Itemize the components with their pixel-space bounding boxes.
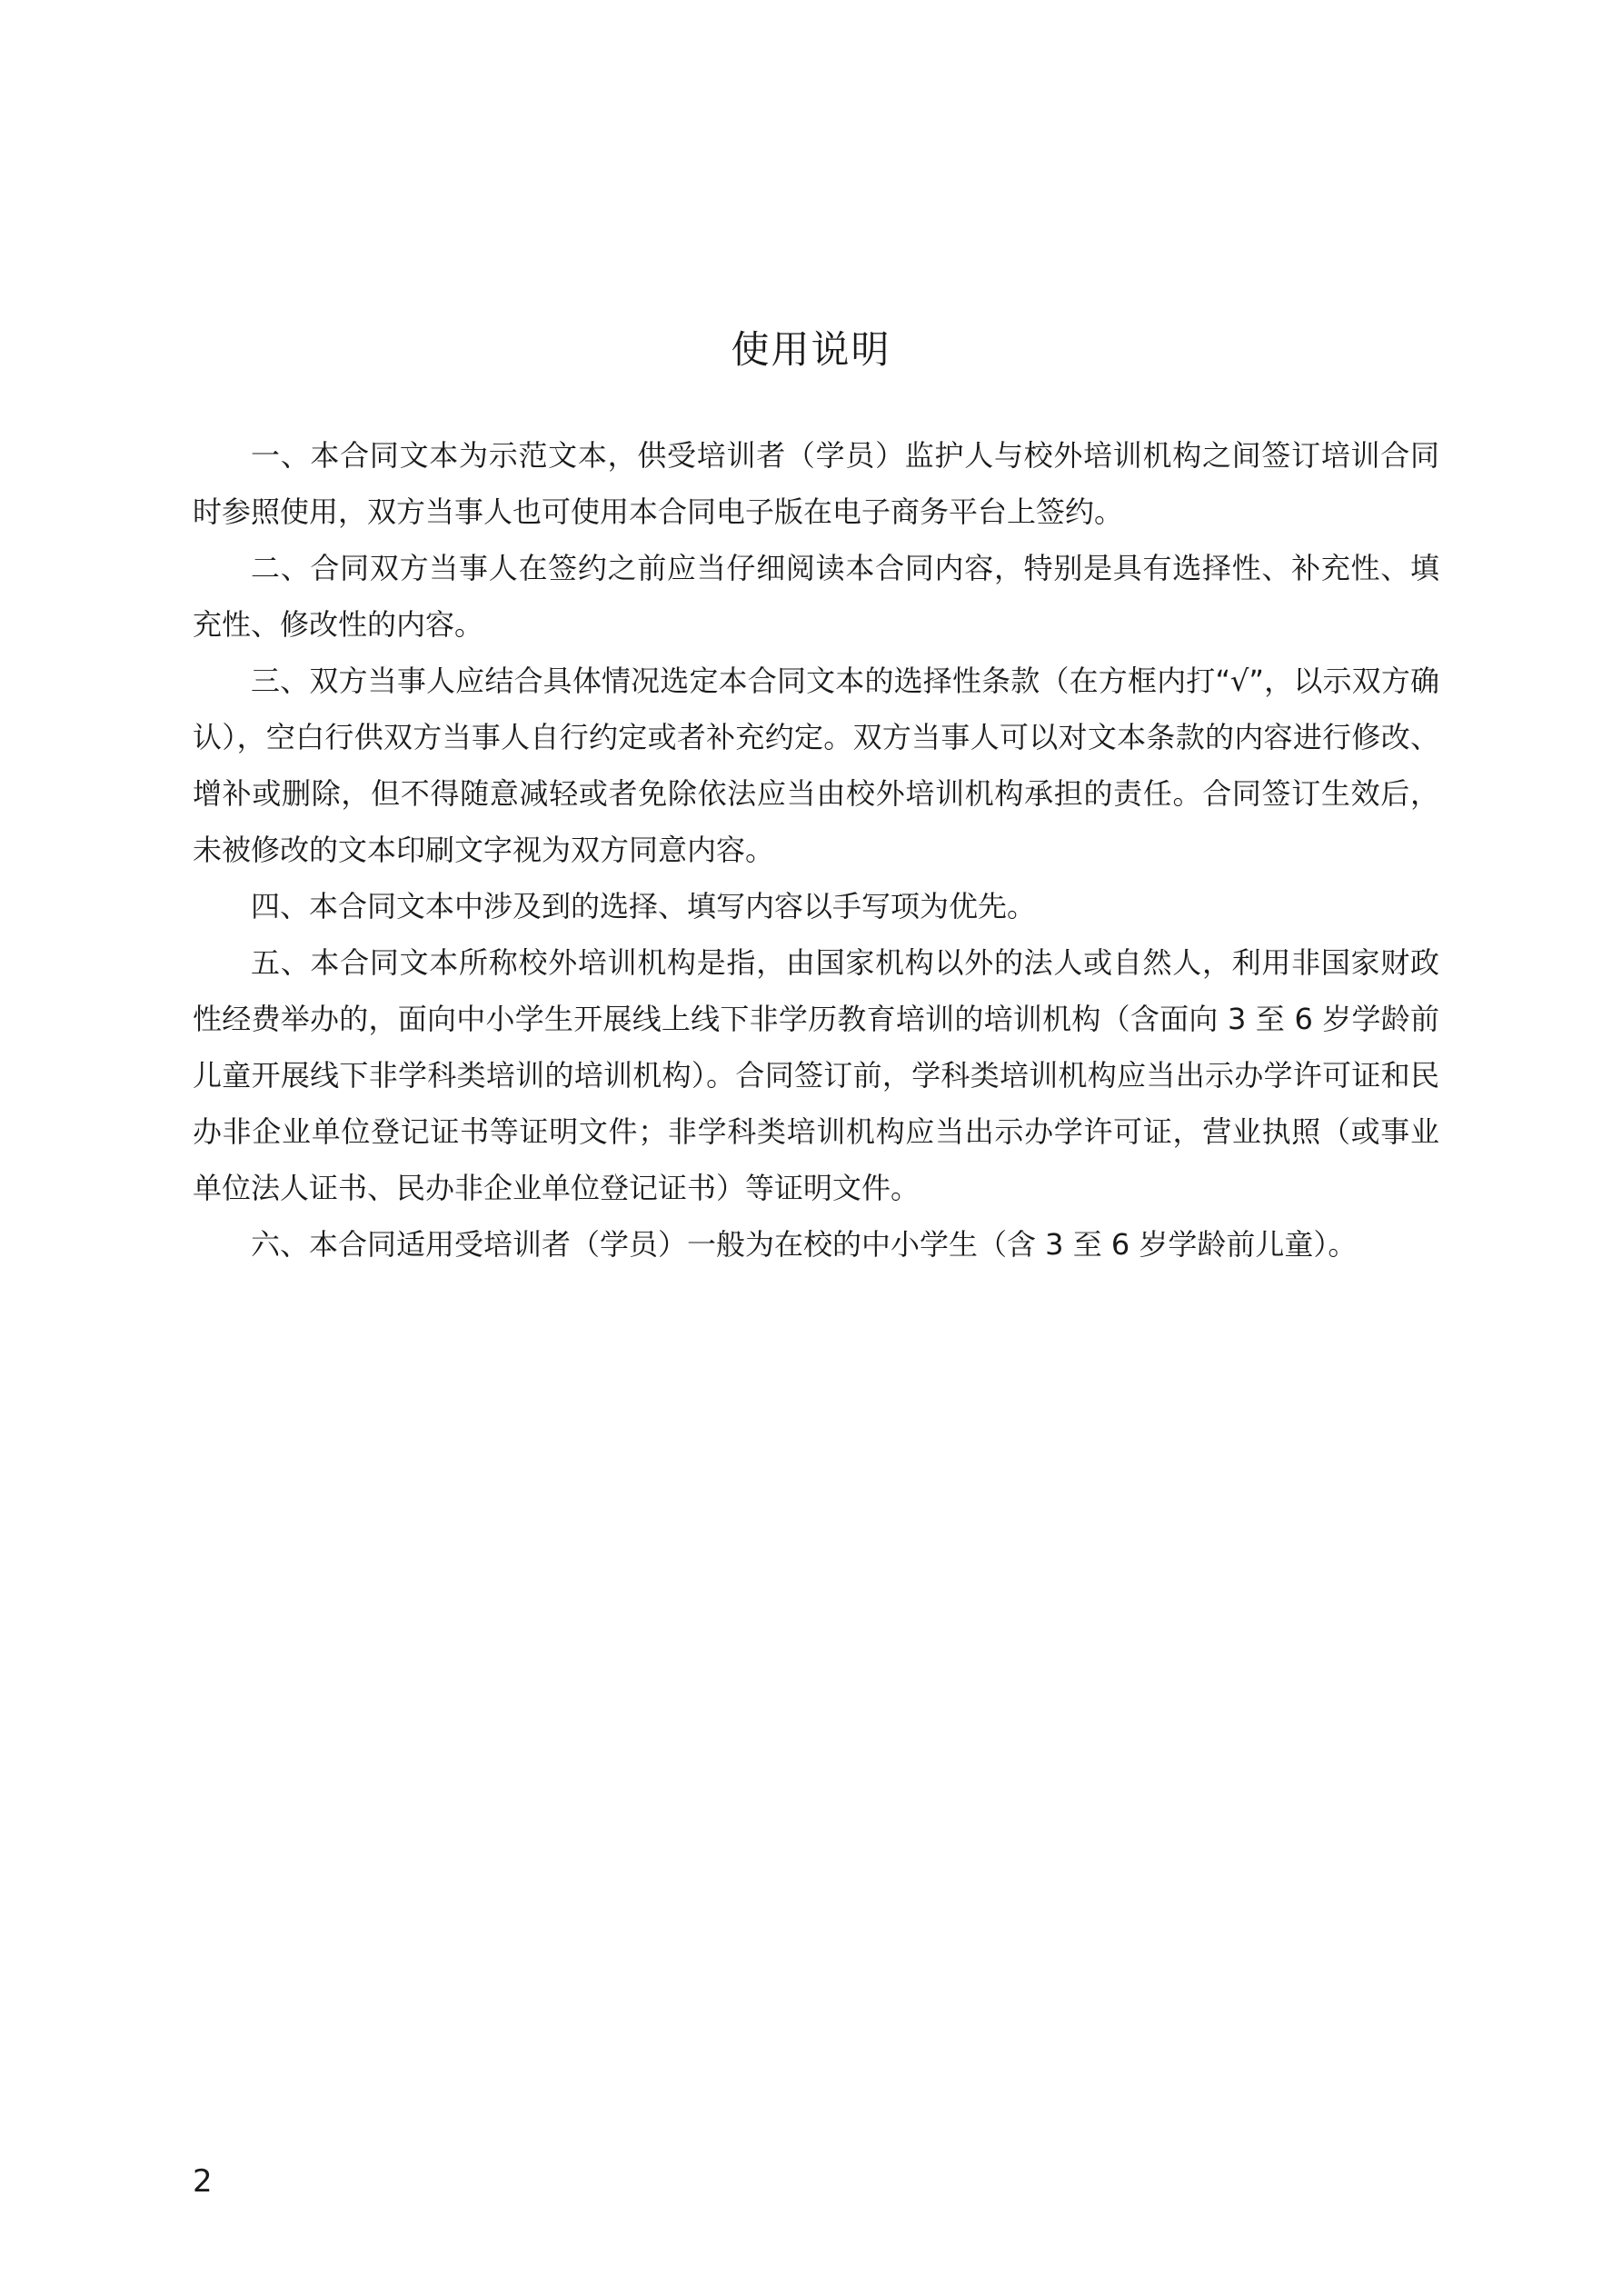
instruction-paragraph-2: 二、合同双方当事人在签约之前应当仔细阅读本合同内容，特别是具有选择性、补充性、填充性、修改性的内容。	[193, 551, 1439, 642]
page-number: 2	[193, 2163, 213, 2200]
instruction-paragraph-1: 一、本合同文本为示范文本，供受培训者（学员）监护人与校外培训机构之间签订培训合同时参照使用，双方当事人也可使用本合同电子版在电子商务平台上签约。	[193, 438, 1439, 529]
instructions-body	[193, 427, 1439, 1273]
page-title: 使用说明	[731, 327, 891, 372]
instruction-paragraph-5: 五、本合同文本所称校外培训机构是指，由国家机构以外的法人或自然人，利用非国家财政性经费举办的，面向中小学生开展线上线下非学历教育培训的培训机构（含面向 3 至 6 岁学龄前儿童开展线下非学科类培训的培训机构）。合同签订前，学科类培训机构应当出示办学许可证和民办非企业单位登记证书等证明文件；非学科类培训机构应当出示办学许可证，营业执照（或事业单位法人证书、民办非企业单位登记证书）等证明文件。	[193, 945, 1439, 1205]
instruction-paragraph-6: 六、本合同适用受培训者（学员）一般为在校的中小学生（含 3 至 6 岁学龄前儿童）。	[251, 1227, 1358, 1262]
instruction-paragraph-4: 四、本合同文本中涉及到的选择、填写内容以手写项为优先。	[251, 889, 1037, 923]
instruction-paragraph-3: 三、双方当事人应结合具体情况选定本合同文本的选择性条款（在方框内打“√”，以示双方确认），空白行供双方当事人自行约定或者补充约定。双方当事人可以对文本条款的内容进行修改、增补或删除，但不得随意减轻或者免除依法应当由校外培训机构承担的责任。合同签订生效后，未被修改的文本印刷文字视为双方同意内容。	[193, 664, 1439, 867]
